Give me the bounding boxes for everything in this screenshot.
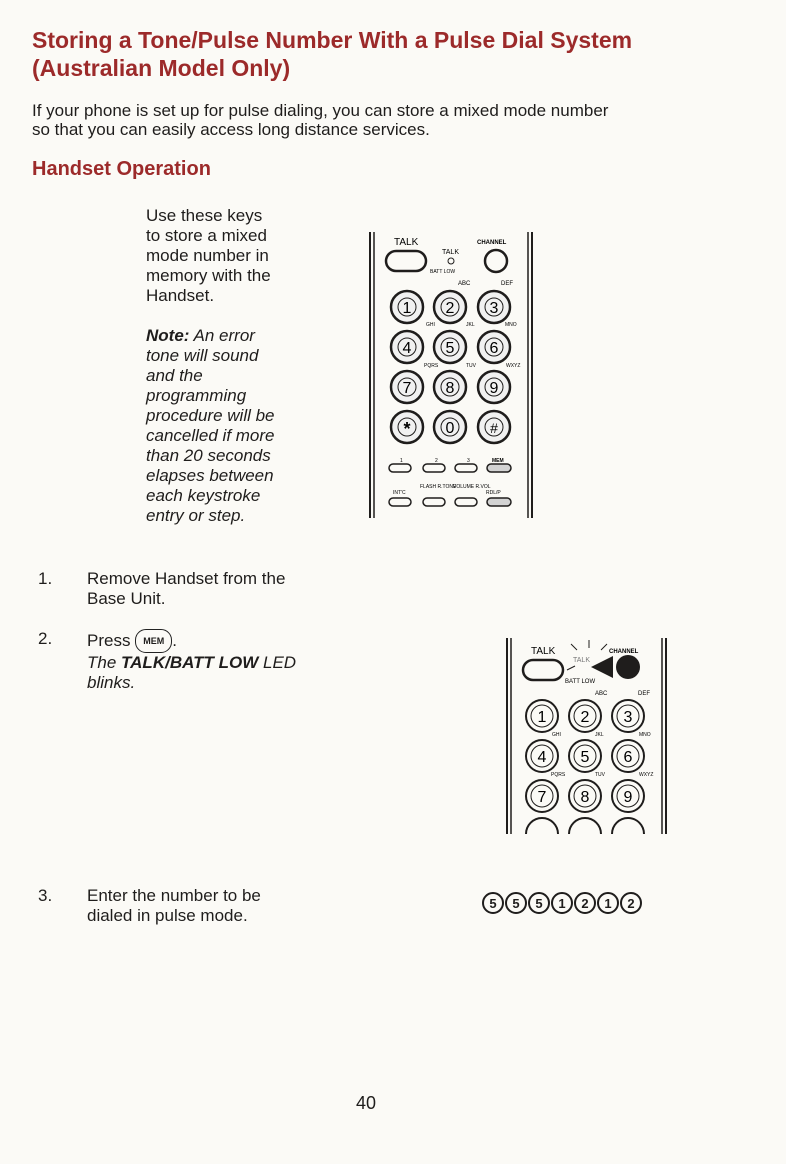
mem-row-label-3: 3	[467, 458, 470, 464]
intro-paragraph: If your phone is set up for pulse dialing, you can store a mixed mode number so that you can easily access long distance services.	[32, 101, 609, 139]
sequence-key-2: 2	[620, 892, 642, 914]
svg-text:3: 3	[623, 709, 633, 726]
volume-key	[455, 498, 477, 506]
svg-text:0: 0	[445, 420, 455, 437]
svg-text:8: 8	[445, 380, 455, 397]
batt-low-label: BATT LOW	[430, 269, 456, 275]
star-key	[391, 411, 423, 443]
svg-text:4: 4	[537, 749, 547, 766]
svg-text:1: 1	[402, 300, 412, 317]
svg-text:#: #	[490, 420, 498, 436]
use-keys-text: Use these keys to store a mixed mode number in memory with the Handset.	[146, 206, 271, 305]
pound-key	[478, 411, 510, 443]
svg-text:4: 4	[402, 340, 412, 357]
rdl-label: RDL/P	[486, 490, 501, 496]
ghi-label: GHI	[426, 322, 435, 328]
memory-2-key	[423, 464, 445, 472]
sequence-key-5: 5	[482, 892, 504, 914]
step-3-text: Enter the number to be dialed in pulse mode.	[87, 886, 261, 925]
digit-key-5	[569, 740, 601, 772]
jkl-label: JKL	[595, 732, 604, 738]
talk-led-label: TALK	[442, 249, 459, 256]
def-label: DEF	[501, 281, 513, 287]
sequence-key-2: 2	[574, 892, 596, 914]
step-3-number: 3.	[38, 886, 53, 905]
section-heading: Handset Operation	[32, 158, 211, 180]
mem-row-label-mem: MEM	[492, 458, 504, 464]
channel-label: CHANNEL	[477, 240, 507, 246]
digit-key-4	[526, 740, 558, 772]
svg-text:8: 8	[580, 789, 590, 806]
mem-key-icon: MEM	[135, 629, 172, 653]
cutoff-key-row	[526, 818, 644, 834]
step-1-text: Remove Handset from the Base Unit.	[87, 569, 286, 608]
svg-text:*: *	[403, 419, 411, 439]
svg-text:1: 1	[537, 709, 547, 726]
sequence-key-5: 5	[528, 892, 550, 914]
talk-led-label: TALK	[573, 657, 590, 664]
digit-key-8	[569, 780, 601, 812]
pqrs-label: PQRS	[424, 363, 439, 369]
digit-key-7	[526, 780, 558, 812]
digit-key-1	[391, 291, 423, 323]
digit-key-7	[391, 371, 423, 403]
intc-label: INT'C	[393, 490, 406, 496]
mem-key	[487, 464, 511, 472]
svg-text:6: 6	[623, 749, 633, 766]
channel-label: CHANNEL	[609, 649, 639, 655]
mno-label: MNO	[639, 732, 651, 738]
pqrs-label: PQRS	[551, 772, 566, 778]
digit-key-3	[478, 291, 510, 323]
svg-text:9: 9	[489, 380, 499, 397]
digit-key-3	[612, 700, 644, 732]
flash-key	[423, 498, 445, 506]
svg-text:7: 7	[537, 789, 547, 806]
svg-text:5: 5	[580, 749, 590, 766]
sequence-key-1: 1	[551, 892, 573, 914]
digit-key-9	[478, 371, 510, 403]
memory-3-key	[455, 464, 477, 472]
svg-text:3: 3	[489, 300, 499, 317]
digit-key-5	[434, 331, 466, 363]
jkl-label: JKL	[466, 322, 475, 328]
svg-text:6: 6	[489, 340, 499, 357]
dial-sequence	[482, 892, 642, 914]
talk-button	[386, 251, 426, 271]
digit-key-0	[434, 411, 466, 443]
pointing-arrow-icon	[591, 655, 640, 679]
handset-led-illustration	[505, 636, 670, 834]
flash-label: FLASH R.TONE	[420, 484, 457, 490]
digit-key-2	[569, 700, 601, 732]
volume-label: VOLUME R.VOL	[453, 484, 491, 490]
note-text: Note: An error tone will sound and the programming procedure will be cancelled if more than 20 seconds elapses between each keystroke entry or step.	[146, 326, 275, 525]
talk-label: TALK	[531, 646, 556, 657]
talk-button	[523, 660, 563, 680]
digit-key-8	[434, 371, 466, 403]
memory-1-key	[389, 464, 411, 472]
wxyz-label: WXYZ	[506, 363, 521, 369]
digit-key-1	[526, 700, 558, 732]
digit-key-6	[478, 331, 510, 363]
digit-key-6	[612, 740, 644, 772]
svg-text:5: 5	[445, 340, 455, 357]
talk-label: TALK	[394, 237, 419, 248]
note-label: Note:	[146, 326, 190, 345]
step-2-text: Press MEM . The TALK/BATT LOW LED blinks.	[87, 631, 297, 692]
mem-row-label-2: 2	[435, 458, 438, 464]
abc-label: ABC	[595, 691, 608, 697]
mno-label: MNO	[505, 322, 517, 328]
led-icon	[448, 258, 454, 264]
mem-row-label-1: 1	[400, 458, 403, 464]
ghi-label: GHI	[552, 732, 561, 738]
intercom-key	[389, 498, 411, 506]
channel-button	[485, 250, 507, 272]
svg-text:9: 9	[623, 789, 633, 806]
sequence-key-5: 5	[505, 892, 527, 914]
batt-low-label: BATT LOW	[565, 679, 596, 685]
abc-label: ABC	[458, 281, 471, 287]
svg-text:7: 7	[402, 380, 412, 397]
svg-text:2: 2	[445, 300, 455, 317]
redial-key	[487, 498, 511, 506]
handset-keypad-illustration	[368, 230, 536, 520]
step-1-number: 1.	[38, 569, 53, 588]
digit-key-4	[391, 331, 423, 363]
sequence-key-1: 1	[597, 892, 619, 914]
def-label: DEF	[638, 691, 650, 697]
page-title: Storing a Tone/Pulse Number With a Pulse Dial System (Australian Model Only)	[32, 27, 633, 81]
step-2-number: 2.	[38, 629, 53, 648]
svg-text:2: 2	[580, 709, 590, 726]
wxyz-label: WXYZ	[639, 772, 654, 778]
digit-key-9	[612, 780, 644, 812]
tuv-label: TUV	[595, 772, 605, 778]
tuv-label: TUV	[466, 363, 476, 369]
page-number: 40	[356, 1093, 377, 1113]
digit-key-2	[434, 291, 466, 323]
